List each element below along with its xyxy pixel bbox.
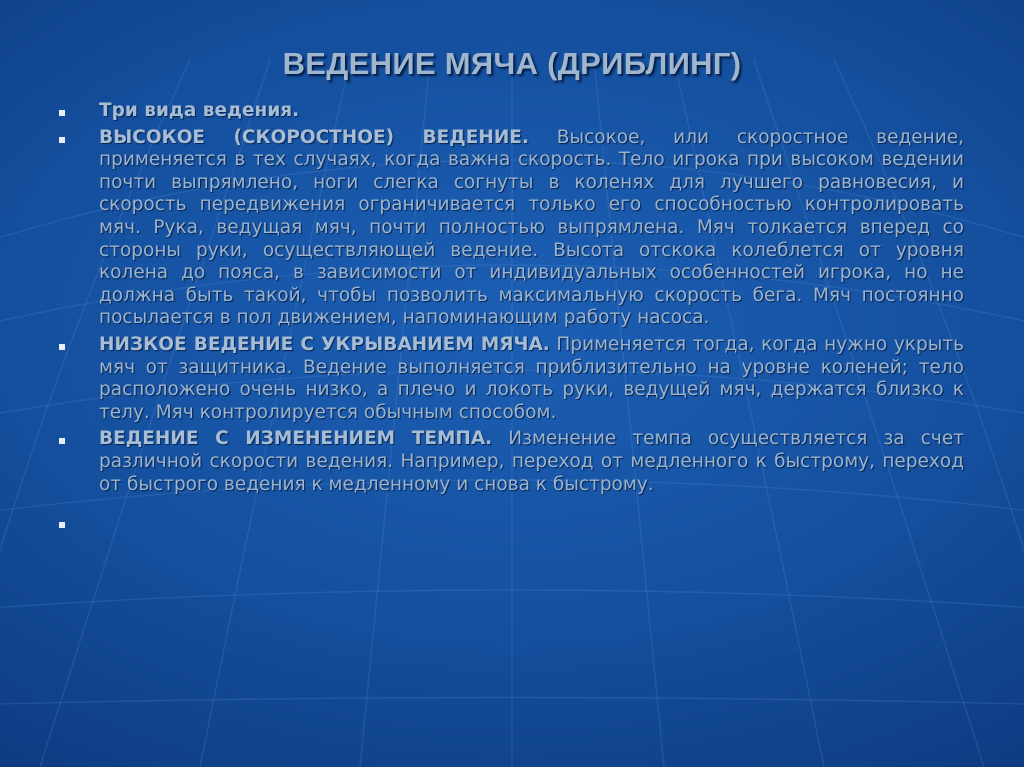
item-lead: НИЗКОЕ ВЕДЕНИЕ С УКРЫВАНИЕМ МЯЧА.: [99, 333, 550, 355]
square-bullet-icon: [59, 344, 65, 350]
paragraph: [99, 127, 964, 330]
list-item: [58, 500, 964, 523]
paragraph: [99, 500, 964, 523]
item-text: Изменение темпа осуществляется за счет различной скорости ведения. Например, переход от медленного к быстрому, переход от быстрого ведения к медленному и снова к быстрому.: [99, 428, 964, 495]
item-lead: ВЕДЕНИЕ С ИЗМЕНЕНИЕМ ТЕМПА.: [99, 428, 493, 450]
paragraph: [99, 428, 964, 496]
item-lead: Три вида ведения.: [99, 100, 300, 121]
bullet-list: [58, 100, 964, 527]
item-lead: ВЫСОКОЕ (СКОРОСТНОЕ) ВЕДЕНИЕ.: [99, 126, 529, 148]
list-item: [58, 100, 964, 123]
square-bullet-icon: [59, 522, 65, 528]
paragraph: [99, 334, 964, 424]
list-item: [58, 428, 964, 496]
slide-title: ВЕДЕНИЕ МЯЧА (ДРИБЛИНГ): [282, 46, 742, 81]
paragraph: [99, 100, 964, 123]
square-bullet-icon: [59, 438, 65, 444]
item-text: Применяется тогда, когда нужно укрыть мяч от защитника. Ведение выполняется приблизительно на уровне коленей; тело расположено очень низко, а плечо и локоть руки, ведущей мяч, держатся близко к телу. Мяч контролируется обычным способом.: [99, 333, 964, 423]
list-item: [58, 334, 964, 424]
list-item: [58, 127, 964, 330]
item-text: Высокое, или скоростное ведение, применяется в тех случаях, когда важна скорость. Тело игрока при высоком ведении почти выпрямлено, ноги слегка согнуты в коленях для лучшего равновесия, и скорость передвижения ограничивается только его способностью контролировать мяч. Рука, ведущая мяч, почти полностью выпрямлена. Мяч толкается вперед со стороны руки, осуществляющей ведение. Высота отскока колеблется от уровня колена до пояса, в зависимости от индивидуальных особенностей игрока, но не должна быть такой, чтобы позволить максимальную скорость бега. Мяч постоянно посылается в пол движением, напоминающим работу насоса.: [99, 126, 965, 329]
square-bullet-icon: [59, 110, 65, 116]
square-bullet-icon: [59, 137, 65, 143]
